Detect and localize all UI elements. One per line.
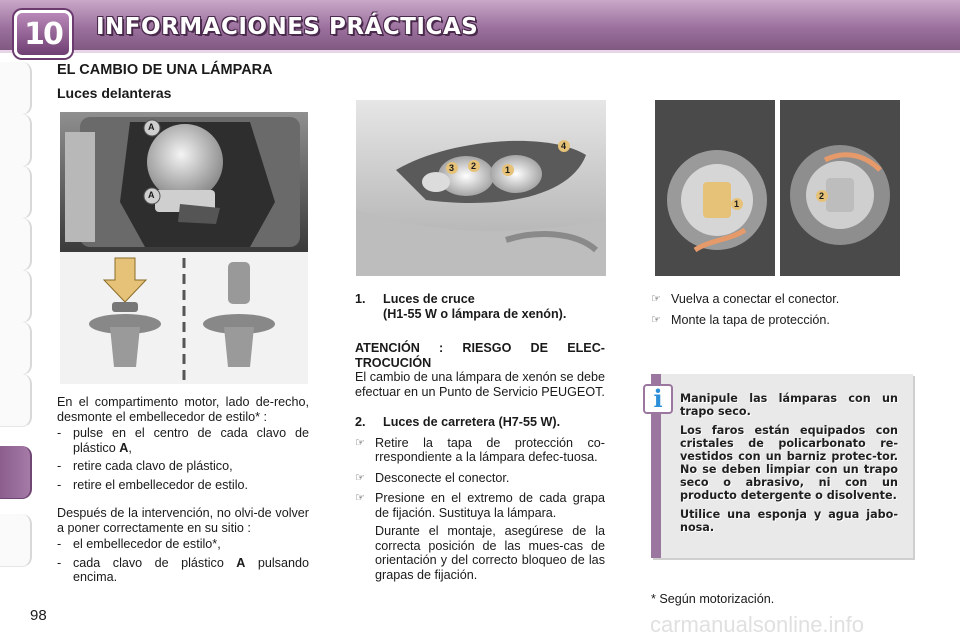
left-column-text xyxy=(57,395,309,589)
info-text-part: Los faros están equipados con cristales de policarbonato re-vestidos con un barniz protec-tor. xyxy=(680,424,898,463)
step-text: retire el embellecedor de estilo. xyxy=(73,477,249,492)
subsection-title: Luces delanteras xyxy=(57,85,172,101)
chapter-tab[interactable] xyxy=(0,374,32,427)
step-suffix: pulsando encima. xyxy=(73,555,309,584)
info-paragraph: Utilice una esponja y agua jabo-nosa. xyxy=(680,508,898,534)
warning-title: ATENCIÓN : RIESGO DE ELEC-TROCUCIÓN xyxy=(355,341,605,370)
intro-paragraph: En el compartimento motor, lado de-recho, desmonte el embellecedor de estilo* : xyxy=(57,395,309,424)
callout-label: A xyxy=(148,190,155,200)
info-paragraph xyxy=(680,424,898,502)
step-text: Monte la tapa de protección. xyxy=(671,312,830,327)
bulb-low-beam-illustration xyxy=(655,100,775,276)
item-subtitle: (H1-55 W o lámpara de xenón). xyxy=(383,306,567,321)
removal-steps xyxy=(57,426,309,492)
list-item xyxy=(355,436,605,465)
chapter-tab[interactable] xyxy=(0,62,32,115)
reinstall-steps xyxy=(57,537,309,585)
list-item xyxy=(355,491,605,520)
item-number: 2. xyxy=(355,415,366,429)
callout-label: A xyxy=(148,122,155,132)
info-warning-emphasis: No se deben limpiar con un trapo seco o abrasivo, ni con un producto detergente o disolvente. xyxy=(680,463,898,502)
list-item xyxy=(57,426,309,455)
list-item xyxy=(57,556,309,585)
chapter-tab[interactable] xyxy=(0,166,32,219)
info-box-text xyxy=(680,392,898,540)
list-item xyxy=(57,459,309,474)
chapter-tabs xyxy=(0,62,36,582)
pointing-hand-icon: ☞ xyxy=(651,292,661,305)
step-text: pulse en el centro de cada clavo de plástico xyxy=(73,426,309,455)
step-text: Retire la tapa de protección co-rrespondiente a la lámpara defec-tuosa. xyxy=(375,435,605,464)
item-title: Luces de carretera (H7-55 W). xyxy=(383,415,561,429)
middle-column-text xyxy=(355,292,605,582)
dash-marker: - xyxy=(57,477,62,492)
step-text: cada clavo de plástico xyxy=(73,555,237,570)
callout-label: 2 xyxy=(471,161,477,171)
right-column-text xyxy=(651,292,901,331)
callout-label: 1 xyxy=(505,165,511,175)
headlight-illustration xyxy=(356,100,606,276)
step-text: retire cada clavo de plástico, xyxy=(73,459,233,473)
bulb-high-beam-illustration xyxy=(780,100,900,276)
header-divider xyxy=(0,50,960,53)
info-icon: i xyxy=(643,384,673,414)
step-text: Vuelva a conectar el conector. xyxy=(671,292,840,306)
step-emphasis: A xyxy=(119,440,129,455)
callout-label: 2 xyxy=(819,191,825,201)
dash-marker: - xyxy=(57,459,62,473)
list-item xyxy=(651,313,901,328)
chapter-tab-active[interactable] xyxy=(0,446,32,499)
item-low-beam xyxy=(355,292,605,321)
watermark: carmanualsonline.info xyxy=(650,612,865,637)
item-high-beam xyxy=(355,415,605,430)
pointing-hand-icon: ☞ xyxy=(355,470,365,484)
footnote: * Según motorización. xyxy=(651,592,775,606)
chapter-tab[interactable] xyxy=(0,322,32,375)
list-item xyxy=(355,471,605,486)
reinstall-paragraph: Después de la intervención, no olvi-de volver a poner correctamente en su sitio : xyxy=(57,506,309,535)
dash-marker: - xyxy=(57,537,62,551)
list-item xyxy=(57,537,309,552)
pointing-hand-icon: ☞ xyxy=(355,491,365,504)
chapter-tab[interactable] xyxy=(0,218,32,271)
page-number: 98 xyxy=(30,607,47,624)
chapter-title: INFORMACIONES PRÁCTICAS xyxy=(96,14,479,40)
chapter-number-badge: 10 xyxy=(14,10,72,58)
callout-label: 4 xyxy=(561,141,567,151)
step-text: el embellecedor de estilo*, xyxy=(73,537,221,551)
callout-label: 1 xyxy=(734,199,740,209)
list-item xyxy=(651,292,901,307)
chapter-tab[interactable] xyxy=(0,114,32,167)
callout-label: 3 xyxy=(449,163,455,173)
engine-bay-illustration xyxy=(60,112,308,384)
warning-text: El cambio de una lámpara de xenón se debe efectuar en un Punto de Servicio PEUGEOT. xyxy=(355,370,605,399)
dash-marker: - xyxy=(57,555,62,570)
step-suffix: , xyxy=(128,440,132,455)
chapter-tab[interactable] xyxy=(0,270,32,323)
step-text: Presione en el extremo de cada grapa de fijación. Sustituya la lámpara. xyxy=(375,491,605,520)
step-text: Desconecte el conector. xyxy=(375,470,510,485)
item-number: 1. xyxy=(355,292,366,306)
info-paragraph: Manipule las lámparas con un trapo seco. xyxy=(680,392,898,418)
item-title: Luces de cruce xyxy=(383,292,475,306)
pointing-hand-icon: ☞ xyxy=(355,435,365,449)
step-emphasis: A xyxy=(236,555,246,570)
mounting-note: Durante el montaje, asegúrese de la correcta posición de las mues-cas de orientación y del correcto bloqueo de las grapas de fijación. xyxy=(375,524,605,582)
list-item xyxy=(57,478,309,493)
pointing-hand-icon: ☞ xyxy=(651,312,661,326)
dash-marker: - xyxy=(57,426,62,440)
chapter-tab[interactable] xyxy=(0,514,32,567)
section-title: EL CAMBIO DE UNA LÁMPARA xyxy=(57,62,273,78)
